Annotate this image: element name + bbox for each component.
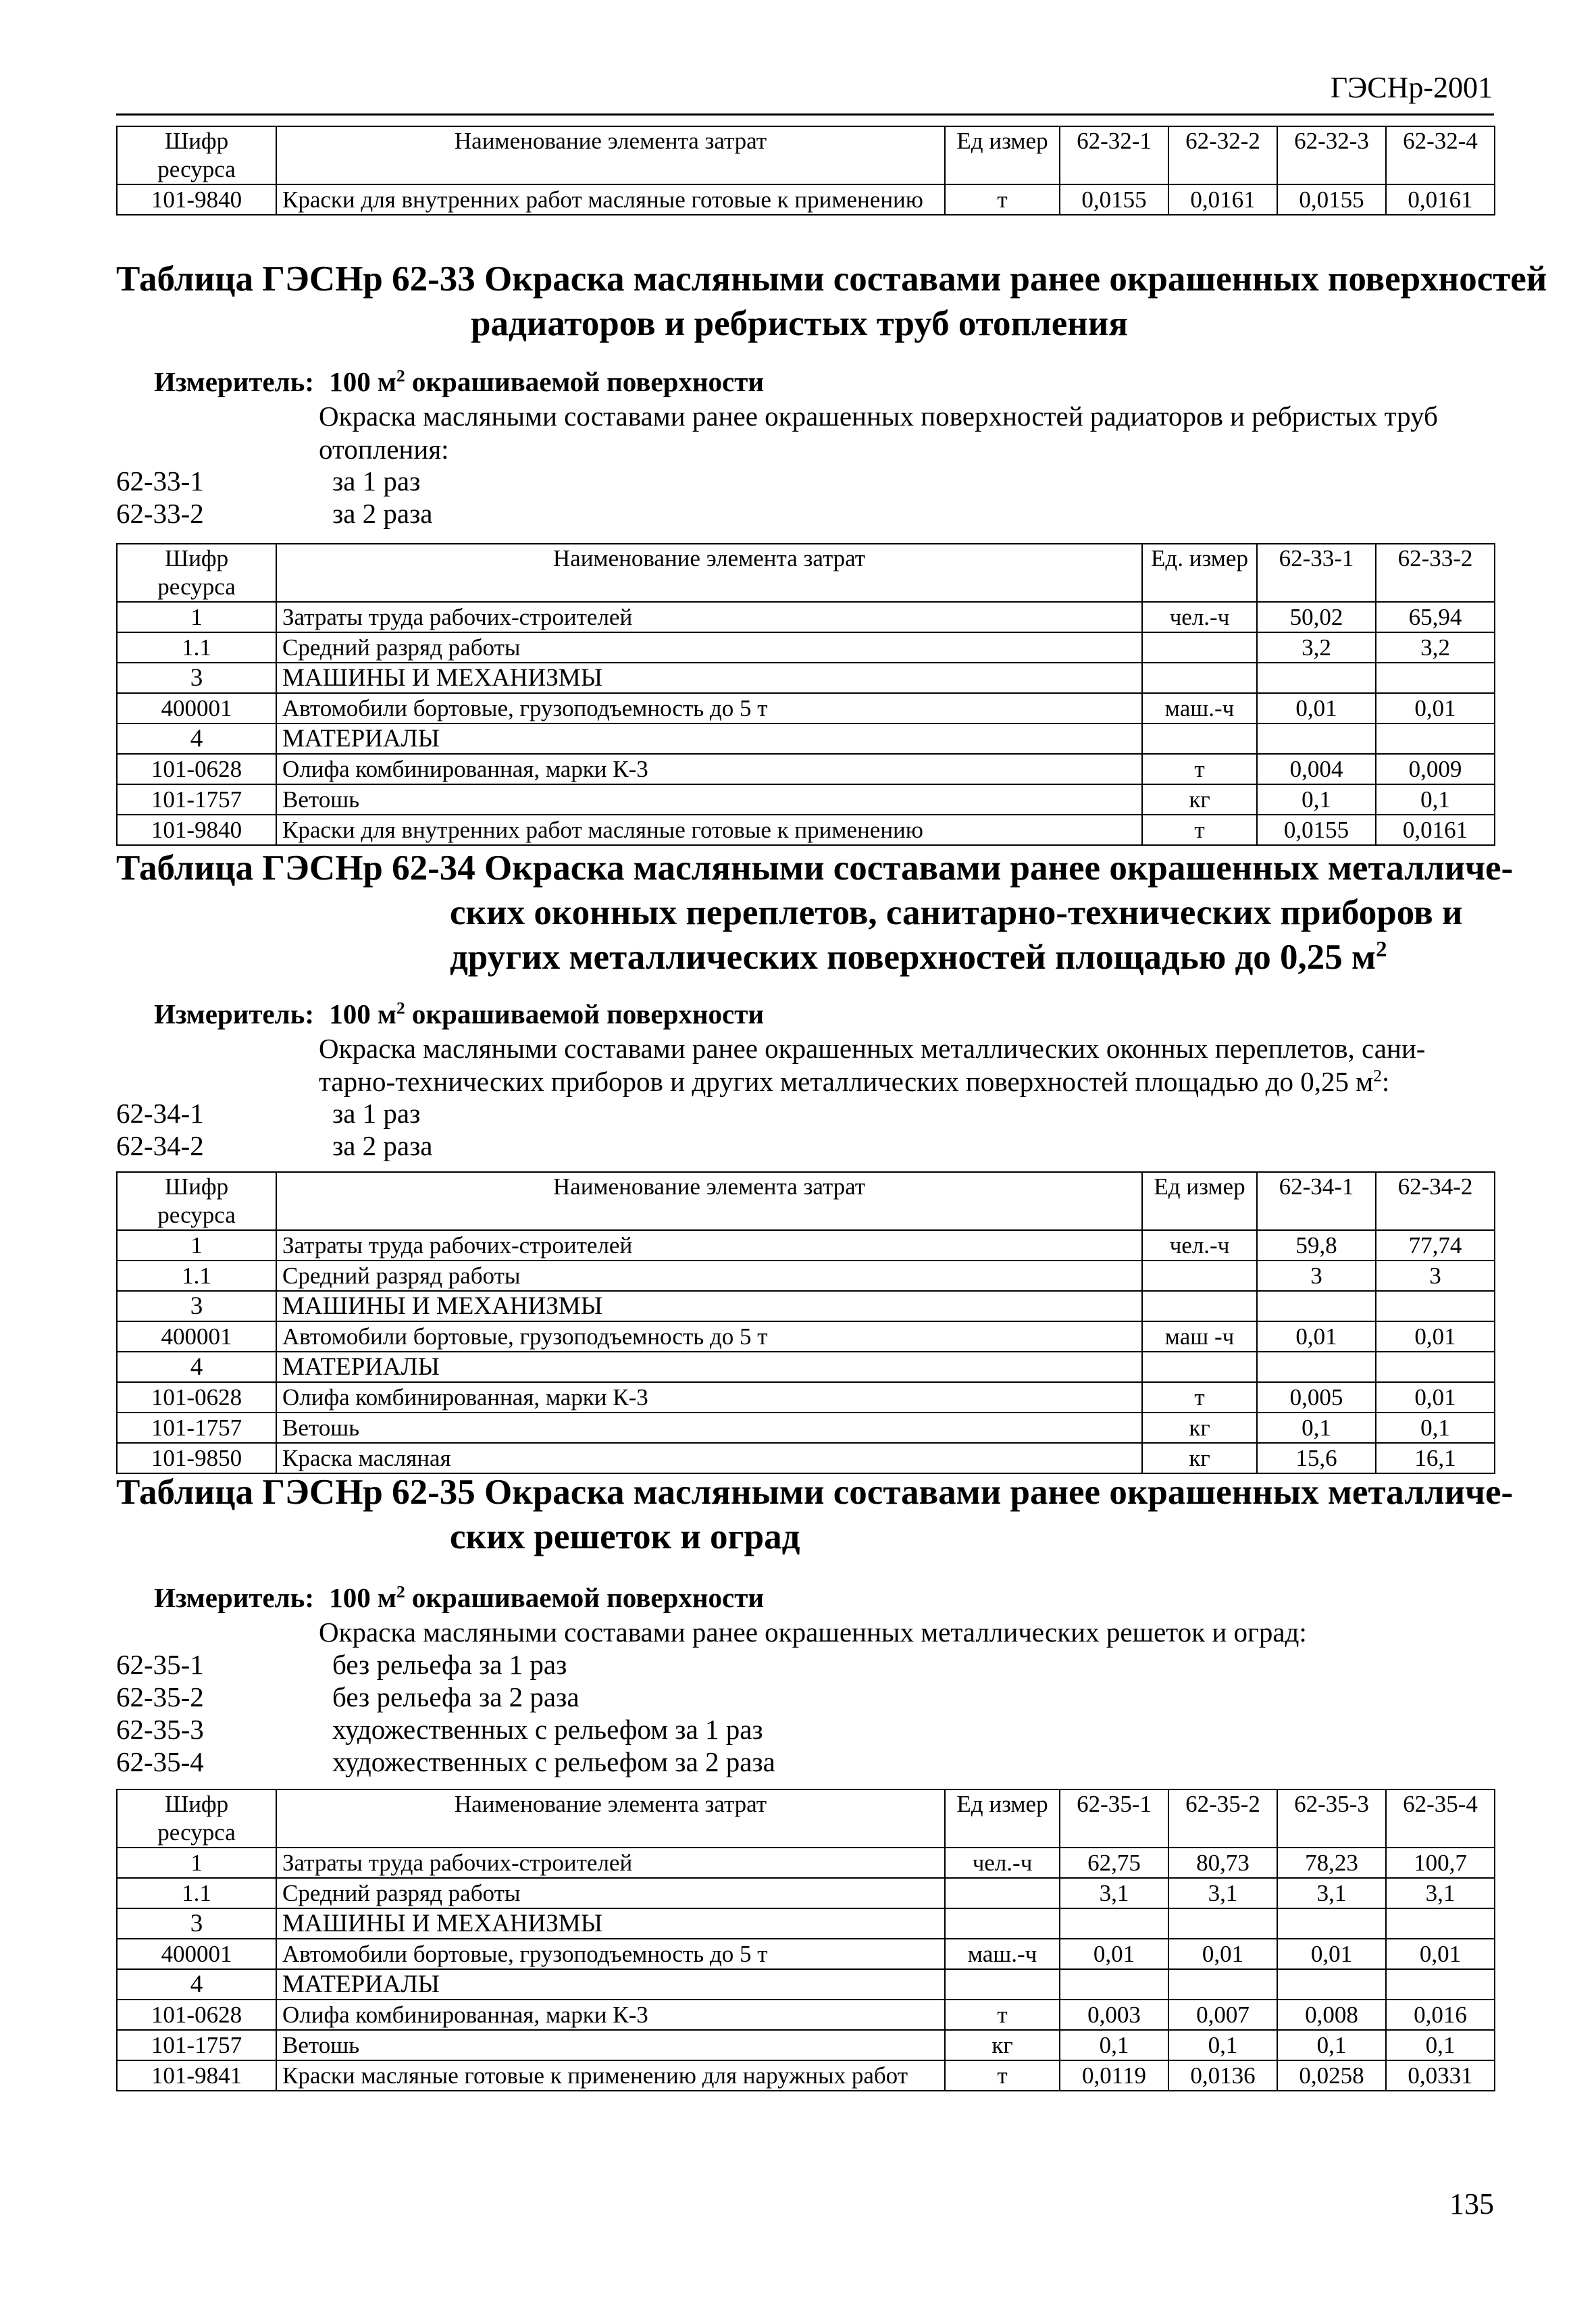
- measure-value: 100 м: [329, 1582, 396, 1613]
- cell-value: 0,0161: [1376, 815, 1495, 845]
- cell-code: 101-9840: [117, 815, 276, 845]
- measure-unit: окрашиваемой поверхности: [411, 998, 764, 1030]
- col-header-62-35-1: 62-35-1: [1060, 1789, 1168, 1848]
- cell-value: 0,1: [1060, 2030, 1168, 2060]
- cell-value: 3,1: [1060, 1878, 1168, 1908]
- cell-value: 16,1: [1376, 1443, 1495, 1473]
- cell-value: 0,016: [1386, 2000, 1495, 2030]
- cell-value: 0,0155: [1060, 184, 1168, 215]
- cell-value: [1168, 1908, 1277, 1939]
- measure-line: [154, 365, 764, 399]
- code-label: за 2 раза: [332, 498, 433, 529]
- cell-value: 0,005: [1257, 1382, 1376, 1413]
- cell-code: 1.1: [117, 1878, 276, 1908]
- cell-value: 3,1: [1277, 1878, 1386, 1908]
- table-row: [117, 1443, 1495, 1473]
- col-header-code: Шифр ресурса: [117, 544, 276, 602]
- title-line: ских оконных переплетов, санитарно-технических приборов и: [450, 893, 1463, 932]
- col-header-code: Шифр ресурса: [117, 1172, 276, 1230]
- cell-value: 62,75: [1060, 1848, 1168, 1878]
- title-line: радиаторов и ребристых труб отопления: [471, 304, 1128, 343]
- cell-value: 0,01: [1277, 1939, 1386, 1969]
- col-header-name: Наименование элемента затрат: [276, 1789, 945, 1848]
- cell-value: [1277, 1969, 1386, 2000]
- table-row: [117, 632, 1495, 663]
- section-heading: МАШИНЫ И МЕХАНИЗМЫ: [276, 1908, 945, 1939]
- code-row: [116, 1129, 1494, 1162]
- cell-code: 4: [117, 1969, 276, 2000]
- col-header-62-32-3: 62-32-3: [1277, 126, 1386, 184]
- table-62-35-codes: [116, 1648, 1494, 1778]
- description-tail: :: [1381, 1066, 1390, 1097]
- cell-value: 80,73: [1168, 1848, 1277, 1878]
- col-header-unit: Ед измер: [1142, 1172, 1257, 1230]
- table-header-row: [117, 544, 1495, 602]
- cell-value: 0,1: [1257, 784, 1376, 815]
- table-row: [117, 1230, 1495, 1261]
- cell-value: 0,1: [1376, 1413, 1495, 1443]
- cell-value: 3,2: [1257, 632, 1376, 663]
- cell-unit: т: [1142, 815, 1257, 845]
- title-line: Таблица ГЭСНр 62-35 Окраска масляными составами ранее окрашенных металличе-: [116, 1473, 1514, 1512]
- code-label: без рельефа за 1 раз: [332, 1649, 567, 1680]
- cell-value: 0,0161: [1386, 184, 1495, 215]
- cell-value: 0,0155: [1277, 184, 1386, 215]
- measure-value: 100 м: [329, 998, 396, 1030]
- cell-code: 400001: [117, 693, 276, 723]
- measure-label: Измеритель:: [154, 1582, 315, 1613]
- cell-code: 101-0628: [117, 1382, 276, 1413]
- cell-value: 0,0331: [1386, 2060, 1495, 2091]
- cell-unit: [945, 1878, 1060, 1908]
- table-row: [117, 1878, 1495, 1908]
- measure-line: [154, 997, 764, 1031]
- cell-value: 3,2: [1376, 632, 1495, 663]
- col-header-code: Шифр ресурса: [117, 1789, 276, 1848]
- col-header-62-35-3: 62-35-3: [1277, 1789, 1386, 1848]
- cell-value: [1257, 723, 1376, 754]
- table-62-34-codes: [116, 1097, 1494, 1162]
- table-row: [117, 2060, 1495, 2091]
- code: 62-33-2: [116, 498, 204, 529]
- cell-code: 400001: [117, 1321, 276, 1352]
- cell-code: 4: [117, 1352, 276, 1382]
- cell-name: Краски масляные готовые к применению для наружных работ: [276, 2060, 945, 2091]
- table-row: [117, 815, 1495, 845]
- cell-code: 101-9850: [117, 1443, 276, 1473]
- cell-value: [1376, 723, 1495, 754]
- cell-code: 101-1757: [117, 1413, 276, 1443]
- cell-value: 0,01: [1257, 693, 1376, 723]
- cell-unit: маш -ч: [1142, 1321, 1257, 1352]
- cell-code: 1.1: [117, 1261, 276, 1291]
- code: 62-34-1: [116, 1098, 204, 1129]
- cell-name: Краски для внутренних работ масляные готовые к применению: [276, 815, 1142, 845]
- section-heading: МАШИНЫ И МЕХАНИЗМЫ: [276, 1291, 1142, 1321]
- measure-line: [154, 1581, 764, 1615]
- col-header-62-32-1: 62-32-1: [1060, 126, 1168, 184]
- cell-unit: [1142, 1261, 1257, 1291]
- cell-name: Средний разряд работы: [276, 1878, 945, 1908]
- description-text: Окраска масляными составами ранее окрашенных металлических оконных переплетов, сани-тарно-технических приборов и других металлических поверхностей площадью до 0,25 м: [319, 1033, 1426, 1097]
- col-header-name: Наименование элемента затрат: [276, 1172, 1142, 1230]
- measure-value: 100 м: [329, 366, 396, 397]
- col-header-62-35-4: 62-35-4: [1386, 1789, 1495, 1848]
- cell-unit: [1142, 1352, 1257, 1382]
- section-heading: МАТЕРИАЛЫ: [276, 1969, 945, 2000]
- cell-unit: чел.-ч: [945, 1848, 1060, 1878]
- cell-unit: чел.-ч: [1142, 602, 1257, 632]
- cell-value: 50,02: [1257, 602, 1376, 632]
- table-row: [117, 1321, 1495, 1352]
- table-62-33-codes: [116, 465, 1494, 530]
- col-header-unit: Ед измер: [945, 126, 1060, 184]
- cell-unit: т: [1142, 1382, 1257, 1413]
- page-number: 135: [1449, 2187, 1494, 2220]
- code: 62-35-1: [116, 1649, 204, 1680]
- table-62-35: [116, 1789, 1495, 2091]
- table-62-33-title: [116, 257, 1547, 346]
- cell-unit: [1142, 1291, 1257, 1321]
- col-header-unit: Ед. измер: [1142, 544, 1257, 602]
- cell-value: 3,1: [1386, 1878, 1495, 1908]
- code-row: [116, 1097, 1494, 1129]
- code-row: [116, 1648, 1494, 1681]
- code-label: за 1 раз: [332, 465, 421, 497]
- cell-name: Затраты труда рабочих-строителей: [276, 602, 1142, 632]
- col-header-name: Наименование элемента затрат: [276, 544, 1142, 602]
- cell-value: 0,01: [1168, 1939, 1277, 1969]
- cell-code: 101-9841: [117, 2060, 276, 2091]
- code-row: [116, 1681, 1494, 1713]
- cell-value: 0,1: [1257, 1413, 1376, 1443]
- cell-unit: чел.-ч: [1142, 1230, 1257, 1261]
- cell-code: 101-1757: [117, 2030, 276, 2060]
- cell-value: 77,74: [1376, 1230, 1495, 1261]
- code: 62-33-1: [116, 465, 204, 497]
- col-header-unit: Ед измер: [945, 1789, 1060, 1848]
- title-line: [116, 935, 1494, 980]
- cell-value: [1168, 1969, 1277, 2000]
- cell-name: Средний разряд работы: [276, 632, 1142, 663]
- cell-unit: т: [945, 2060, 1060, 2091]
- table-row: [117, 602, 1495, 632]
- table-row: [117, 784, 1495, 815]
- col-header-62-34-1: 62-34-1: [1257, 1172, 1376, 1230]
- title-line: Таблица ГЭСНр 62-33 Окраска масляными составами ранее окрашенных поверхностей: [116, 259, 1547, 299]
- cell-value: [1376, 1291, 1495, 1321]
- col-header-code: Шифр ресурса: [117, 126, 276, 184]
- code-label: художественных с рельефом за 1 раз: [332, 1714, 763, 1745]
- section-heading: МАТЕРИАЛЫ: [276, 1352, 1142, 1382]
- table-row: [117, 754, 1495, 784]
- table-row: [117, 2000, 1495, 2030]
- cell-value: 0,1: [1376, 784, 1495, 815]
- cell-value: 0,01: [1376, 693, 1495, 723]
- cell-value: [1060, 1969, 1168, 2000]
- code-label: за 2 раза: [332, 1130, 433, 1161]
- col-header-name: Наименование элемента затрат: [276, 126, 945, 184]
- col-header-62-32-4: 62-32-4: [1386, 126, 1495, 184]
- title-line: ских решеток и оград: [450, 1517, 800, 1556]
- cell-unit: кг: [1142, 1443, 1257, 1473]
- cell-value: 0,01: [1257, 1321, 1376, 1352]
- cell-value: [1257, 1352, 1376, 1382]
- section-heading: МАТЕРИАЛЫ: [276, 723, 1142, 754]
- cell-value: 0,1: [1386, 2030, 1495, 2060]
- cell-value: 0,01: [1376, 1321, 1495, 1352]
- table-62-35-description: Окраска масляными составами ранее окрашенных металлических решеток и оград:: [319, 1617, 1307, 1648]
- cell-value: 0,01: [1376, 1382, 1495, 1413]
- cell-value: 3: [1257, 1261, 1376, 1291]
- section-heading: МАШИНЫ И МЕХАНИЗМЫ: [276, 663, 1142, 693]
- cell-value: 0,01: [1060, 1939, 1168, 1969]
- cell-value: 0,008: [1277, 2000, 1386, 2030]
- title-superscript: 2: [1376, 937, 1387, 962]
- table-header-row: [117, 1172, 1495, 1230]
- cell-code: 1: [117, 1230, 276, 1261]
- cell-name: Затраты труда рабочих-строителей: [276, 1230, 1142, 1261]
- measure-unit: окрашиваемой поверхности: [411, 1582, 764, 1613]
- table-62-33: [116, 543, 1495, 846]
- cell-unit: т: [1142, 754, 1257, 784]
- table-row: [117, 1848, 1495, 1878]
- cell-unit: кг: [1142, 1413, 1257, 1443]
- cell-name: Олифа комбинированная, марки К-3: [276, 754, 1142, 784]
- cell-value: 78,23: [1277, 1848, 1386, 1878]
- cell-unit: т: [945, 2000, 1060, 2030]
- cell-name: Краски для внутренних работ масляные готовые к применению: [276, 184, 945, 215]
- measure-superscript: 2: [396, 1582, 405, 1602]
- table-row: [117, 1413, 1495, 1443]
- cell-unit: т: [945, 184, 1060, 215]
- table-row: [117, 2030, 1495, 2060]
- code-row: [116, 1713, 1494, 1746]
- section-row: [117, 723, 1495, 754]
- measure-superscript: 2: [396, 998, 405, 1018]
- section-row: [117, 1352, 1495, 1382]
- section-row: [117, 663, 1495, 693]
- table-62-34-description: [319, 1032, 1494, 1098]
- cell-value: [1386, 1908, 1495, 1939]
- cell-value: [1257, 663, 1376, 693]
- table-header-row: [117, 1789, 1495, 1848]
- code: 62-35-4: [116, 1746, 204, 1777]
- cell-value: 0,0119: [1060, 2060, 1168, 2091]
- cell-name: Краска масляная: [276, 1443, 1142, 1473]
- cell-value: 0,007: [1168, 2000, 1277, 2030]
- cell-name: Олифа комбинированная, марки К-3: [276, 1382, 1142, 1413]
- cell-code: 4: [117, 723, 276, 754]
- section-row: [117, 1969, 1495, 2000]
- code: 62-35-3: [116, 1714, 204, 1745]
- cell-unit: [945, 1908, 1060, 1939]
- cell-value: 3: [1376, 1261, 1495, 1291]
- table-header-row: [117, 126, 1495, 184]
- cell-code: 101-1757: [117, 784, 276, 815]
- cell-name: Автомобили бортовые, грузоподъемность до 5 т: [276, 1939, 945, 1969]
- code: 62-35-2: [116, 1681, 204, 1712]
- cell-value: 0,003: [1060, 2000, 1168, 2030]
- code-label: за 1 раз: [332, 1098, 421, 1129]
- table-62-34-title: [116, 846, 1514, 980]
- cell-value: 0,0155: [1257, 815, 1376, 845]
- table-row: [117, 1939, 1495, 1969]
- cell-unit: маш.-ч: [945, 1939, 1060, 1969]
- table-62-34: [116, 1171, 1495, 1474]
- cell-value: 0,0258: [1277, 2060, 1386, 2091]
- measure-superscript: 2: [396, 366, 405, 386]
- cell-code: 101-9840: [117, 184, 276, 215]
- cell-code: 1: [117, 1848, 276, 1878]
- cell-name: Ветошь: [276, 2030, 945, 2060]
- code-row: [116, 465, 1494, 497]
- table-62-35-title: [116, 1470, 1514, 1559]
- cell-code: 3: [117, 1291, 276, 1321]
- table-row: [117, 1261, 1495, 1291]
- cell-code: 3: [117, 1908, 276, 1939]
- cell-value: 0,0136: [1168, 2060, 1277, 2091]
- cell-value: 0,009: [1376, 754, 1495, 784]
- cell-value: [1376, 1352, 1495, 1382]
- cell-value: 0,1: [1277, 2030, 1386, 2060]
- measure-unit: окрашиваемой поверхности: [411, 366, 764, 397]
- cell-unit: кг: [1142, 784, 1257, 815]
- cell-code: 1: [117, 602, 276, 632]
- description-superscript: 2: [1373, 1066, 1382, 1086]
- cell-unit: [1142, 723, 1257, 754]
- cell-code: 3: [117, 663, 276, 693]
- cell-value: 100,7: [1386, 1848, 1495, 1878]
- cell-value: [1277, 1908, 1386, 1939]
- code-label: без рельефа за 2 раза: [332, 1681, 580, 1712]
- cell-value: [1257, 1291, 1376, 1321]
- cell-value: [1376, 663, 1495, 693]
- code-row: [116, 1746, 1494, 1778]
- title-line: Таблица ГЭСНр 62-34 Окраска масляными составами ранее окрашенных металличе-: [116, 848, 1514, 888]
- table-62-33-description: Окраска масляными составами ранее окрашенных поверхностей радиаторов и ребристых труб отопления:: [319, 401, 1438, 465]
- table-row: [117, 1382, 1495, 1413]
- table-row: [117, 693, 1495, 723]
- col-header-62-33-1: 62-33-1: [1257, 544, 1376, 602]
- col-header-62-35-2: 62-35-2: [1168, 1789, 1277, 1848]
- cell-name: Олифа комбинированная, марки К-3: [276, 2000, 945, 2030]
- cell-name: Ветошь: [276, 784, 1142, 815]
- cell-name: Средний разряд работы: [276, 1261, 1142, 1291]
- cell-code: 101-0628: [117, 754, 276, 784]
- section-row: [117, 1908, 1495, 1939]
- cell-unit: маш.-ч: [1142, 693, 1257, 723]
- col-header-62-34-2: 62-34-2: [1376, 1172, 1495, 1230]
- cell-unit: кг: [945, 2030, 1060, 2060]
- cell-value: [1386, 1969, 1495, 2000]
- cell-name: Ветошь: [276, 1413, 1142, 1443]
- cell-code: 400001: [117, 1939, 276, 1969]
- cell-value: 0,004: [1257, 754, 1376, 784]
- code-label: художественных с рельефом за 2 раза: [332, 1746, 775, 1777]
- cell-value: 3,1: [1168, 1878, 1277, 1908]
- cell-value: 0,1: [1168, 2030, 1277, 2060]
- code: 62-34-2: [116, 1130, 204, 1161]
- cell-name: Затраты труда рабочих-строителей: [276, 1848, 945, 1878]
- col-header-62-33-2: 62-33-2: [1376, 544, 1495, 602]
- table-row: [117, 184, 1495, 215]
- cell-value: 15,6: [1257, 1443, 1376, 1473]
- cell-name: Автомобили бортовые, грузоподъемность до 5 т: [276, 1321, 1142, 1352]
- cell-value: 65,94: [1376, 602, 1495, 632]
- measure-label: Измеритель:: [154, 998, 315, 1030]
- cell-unit: [1142, 663, 1257, 693]
- document-code: ГЭСНр-2001: [1330, 71, 1493, 104]
- title-line-text: других металлических поверхностей площадью до 0,25 м: [450, 938, 1376, 977]
- cell-code: 1.1: [117, 632, 276, 663]
- cell-value: 0,0161: [1168, 184, 1277, 215]
- cell-value: 0,01: [1386, 1939, 1495, 1969]
- table-62-32-continuation: [116, 126, 1495, 215]
- measure-label: Измеритель:: [154, 366, 315, 397]
- cell-unit: [945, 1969, 1060, 2000]
- cell-unit: [1142, 632, 1257, 663]
- cell-value: [1060, 1908, 1168, 1939]
- cell-name: Автомобили бортовые, грузоподъемность до 5 т: [276, 693, 1142, 723]
- section-row: [117, 1291, 1495, 1321]
- cell-value: 59,8: [1257, 1230, 1376, 1261]
- cell-code: 101-0628: [117, 2000, 276, 2030]
- code-row: [116, 497, 1494, 530]
- header-rule: [116, 113, 1494, 116]
- col-header-62-32-2: 62-32-2: [1168, 126, 1277, 184]
